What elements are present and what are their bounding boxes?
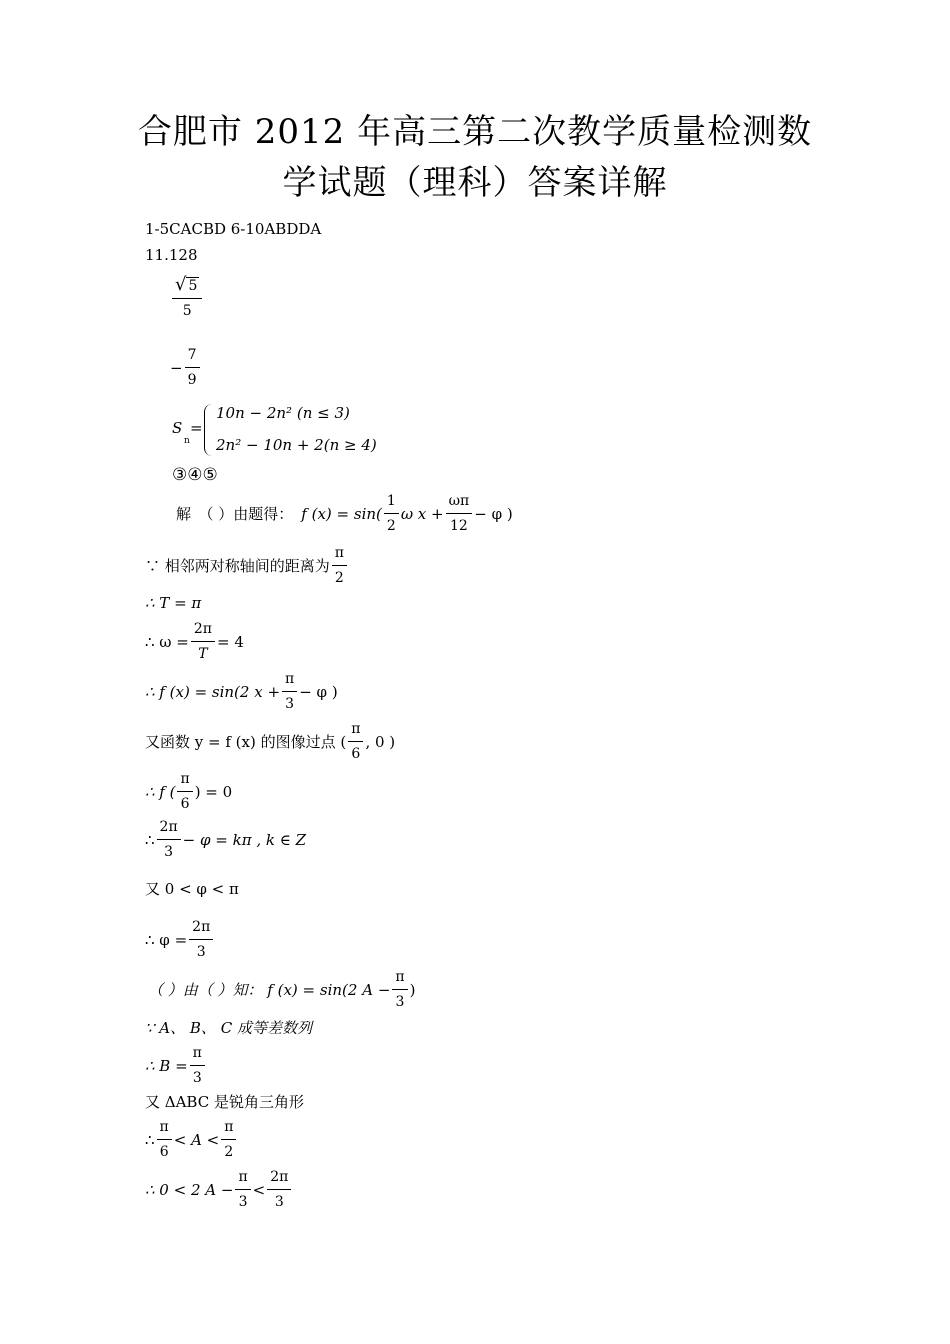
fraction-denominator: 3 [192,1070,202,1086]
line-rhs: ) = 0 [194,782,233,801]
line-text: ∵ 相邻两对称轴间的距离为 [145,557,330,575]
intro-label: 解 （ ）由题得： [176,505,294,523]
fraction [267,1168,291,1211]
line-lhs: ∴ B = [145,1056,188,1075]
solution-line-3: ∴ T = π [145,594,202,612]
fraction [282,670,297,713]
fraction [190,1044,205,1087]
solution-line-11 [148,968,415,1011]
answer-14-case1: 10n − 2n² (n ≤ 3) [216,404,350,422]
line-rhs: = 4 [217,632,244,651]
solution-line-2 [145,544,349,587]
answer-15: ③④⑤ [172,465,218,485]
fraction-denominator: 5 [182,303,192,319]
fraction [332,544,347,587]
radical-icon: √ [175,274,187,295]
fraction-denominator: 2 [224,1144,234,1160]
solution-line-9: 又 0 < φ < π [145,880,239,898]
line-lhs: ∴ [145,830,155,849]
radicand: 5 [188,278,198,294]
line-mid: < A < [173,1130,220,1149]
line-rhs: − φ = kπ , k ∈ Z [182,830,307,849]
fraction-numerator: π [282,670,297,692]
fraction-denominator: 2 [386,518,396,534]
fraction [185,346,200,389]
fraction-denominator: 3 [164,844,174,860]
fraction-numerator: 2π [157,818,181,840]
fraction-numerator: 2π [191,620,215,642]
line-lhs: （ ）由（ ）知： f (x) = sin(2 A − [148,981,391,999]
fraction-denominator: 3 [274,1194,284,1210]
fraction-numerator: 7 [185,346,200,368]
fraction [384,492,399,535]
line-text: 又函数 y = f (x) 的图像过点 ( [145,733,347,751]
fraction-numerator: 1 [384,492,399,514]
fraction [348,720,363,763]
answer-14-case2: 2n² − 10n + 2(n ≥ 4) [216,436,377,454]
fraction-numerator: π [221,1118,236,1140]
answer-13 [170,346,202,389]
solution-line-7 [145,770,232,813]
sqrt [175,276,199,294]
solution-line-13 [145,1044,207,1087]
fraction-denominator: 6 [159,1144,169,1160]
fraction-numerator: π [348,720,363,742]
fraction-denominator: 12 [450,518,468,534]
fraction-numerator: 2π [189,918,213,940]
fraction-numerator [172,276,202,299]
fraction-denominator: 6 [180,796,190,812]
fraction-denominator: 9 [187,372,197,388]
fraction-denominator: 3 [196,944,206,960]
solution-line-5 [145,670,338,713]
fraction [172,276,202,320]
intro-tail: − φ ) [474,504,513,523]
fraction-denominator: 6 [351,746,361,762]
line-lhs: ∴ [145,1130,155,1149]
fraction-denominator: 2 [334,570,344,586]
fraction-denominator: 3 [395,994,405,1010]
intro-mid: ω x + [400,504,444,523]
answer-14-lhs: S [172,419,183,437]
fraction [392,968,407,1011]
fraction [189,918,213,961]
solution-line-12: ∵ A、 B、 C 成等差数列 [145,1019,312,1037]
fraction-numerator: π [235,1168,250,1190]
fraction [191,620,215,663]
answer-14-subscript: n [184,436,190,446]
line-lhs: ∴ f (x) = sin(2 x + [145,682,281,701]
fraction [157,818,181,861]
page-title-line1: 合肥市 2012 年高三第二次教学质量检测数 [137,112,813,152]
solution-line-4 [145,620,244,663]
solution-line-8 [145,818,306,861]
minus-sign: − [170,358,183,377]
solution-line-14: 又 ΔABC 是锐角三角形 [145,1093,304,1111]
fraction [157,1118,172,1161]
fraction-numerator: 2π [267,1168,291,1190]
intro-lhs: f (x) = sin( [301,504,382,523]
line-lhs: ∴ f ( [145,782,176,801]
fraction-numerator: π [177,770,192,792]
line-mid: < [252,1180,266,1199]
choice-answers: 1-5CACBD 6-10ABDDA [145,220,322,238]
line-lhs: ∴ φ = [145,930,188,949]
line-rhs: − φ ) [299,682,338,701]
fraction-numerator: π [157,1118,172,1140]
fraction-numerator: π [190,1044,205,1066]
fraction-denominator: 3 [238,1194,248,1210]
fraction [177,770,192,813]
left-brace-icon [204,404,213,456]
line-tail: , 0 ) [365,732,396,751]
fraction-numerator: π [332,544,347,566]
fraction [446,492,473,535]
fraction [221,1118,236,1161]
page-title-line2: 学试题（理科）答案详解 [282,163,668,203]
line-lhs: ∴ 0 < 2 A − [145,1180,234,1199]
solution-line-6 [145,720,395,763]
fraction-denominator: T [198,646,208,662]
solution-line-16 [145,1168,293,1211]
fraction-numerator: ωπ [446,492,473,514]
answer-11: 11.128 [145,246,198,264]
fraction-numerator: π [392,968,407,990]
solution-intro [176,492,513,535]
answer-12 [170,276,204,320]
line-rhs: ) [409,980,416,999]
solution-line-15 [145,1118,238,1161]
fraction [235,1168,250,1211]
fraction-denominator: 3 [285,696,295,712]
answer-14-equals: = [190,419,203,437]
line-lhs: ∴ ω = [145,632,189,651]
solution-line-10 [145,918,215,961]
